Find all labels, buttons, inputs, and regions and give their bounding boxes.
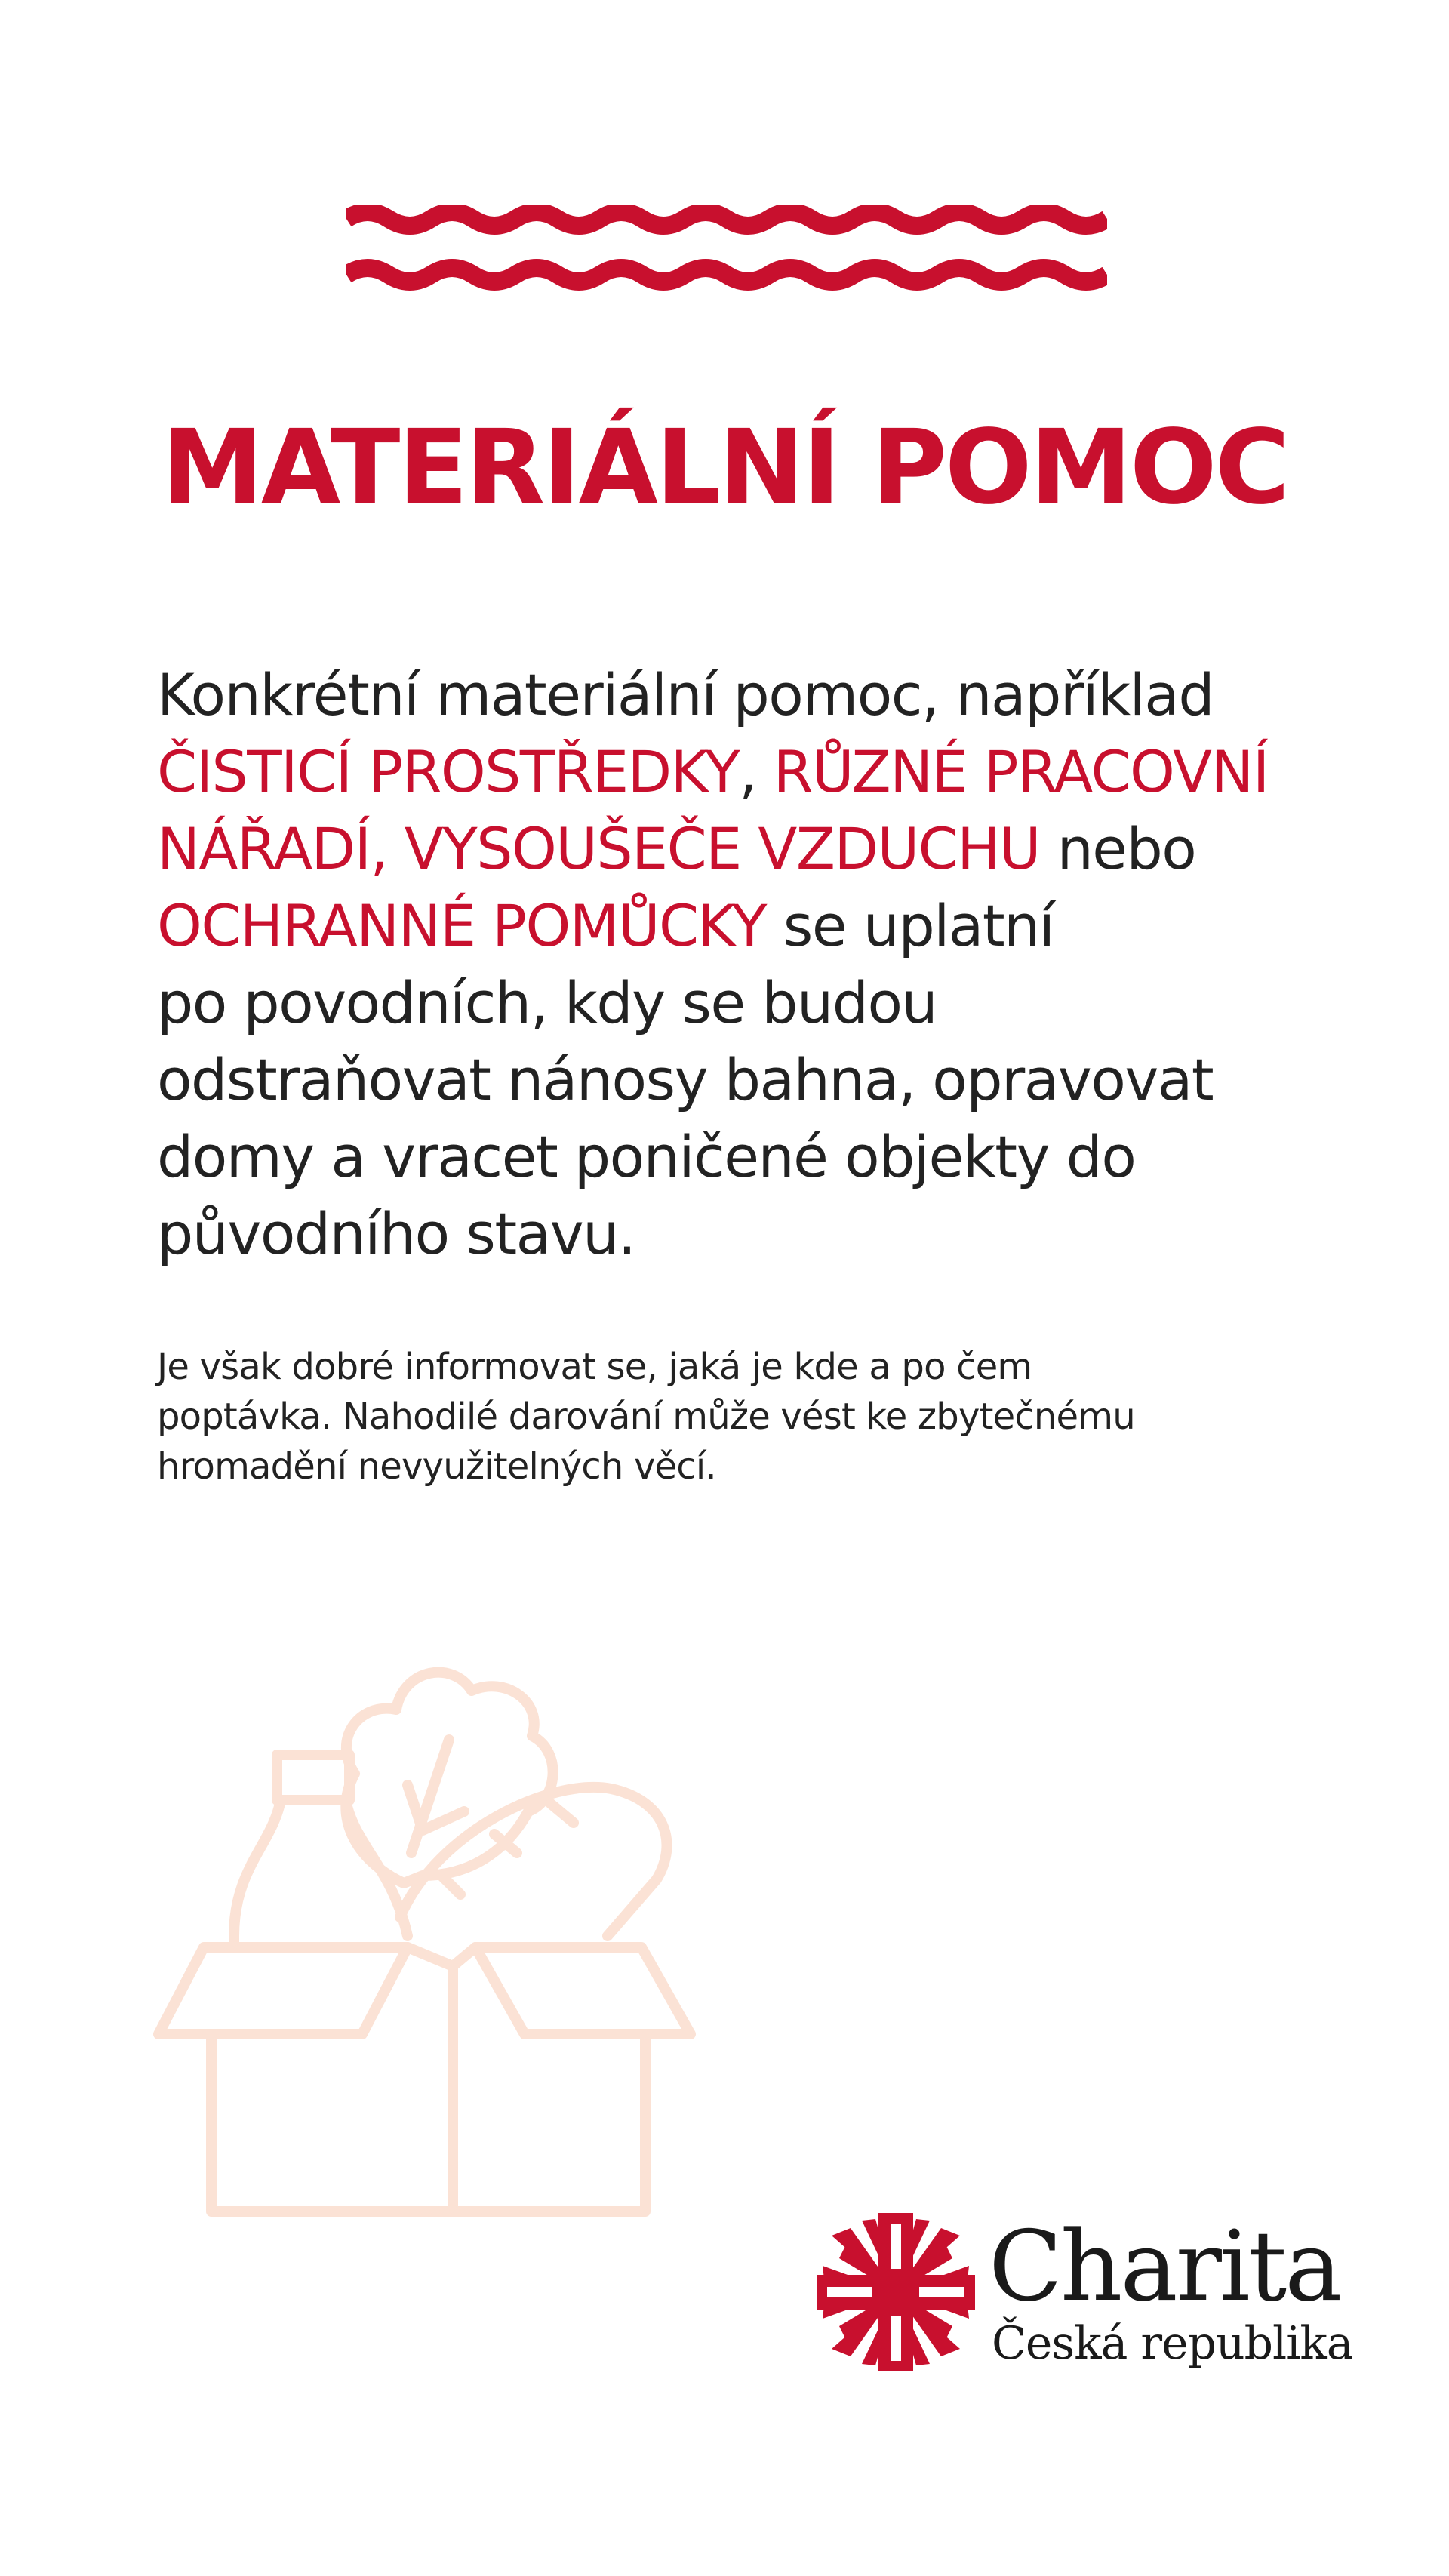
- lead-line: [157, 734, 1410, 811]
- charita-cross-icon: [817, 2213, 975, 2371]
- box-body: [211, 2034, 645, 2211]
- box-flap-left: [158, 1947, 408, 2034]
- bottle-side: [346, 1800, 408, 1936]
- logo-name: Charita: [989, 2211, 1340, 2323]
- note-line: Je však dobré informovat se, jaká je kde a po čem: [157, 1346, 1032, 1388]
- logo-subtitle: Česká republika: [992, 2317, 1353, 2370]
- bottle-icon: [234, 1800, 281, 1947]
- box-inner-left: [408, 1947, 453, 1966]
- wave-lines-icon: [346, 205, 1107, 300]
- box-inner-right: [453, 1947, 475, 1966]
- charita-logo: [817, 2213, 1390, 2387]
- bread-slash: [441, 1876, 460, 1894]
- lead-text: Konkrétní materiální pomoc, například: [157, 661, 1214, 728]
- highlight-tools-dehumidifiers: NÁŘADÍ, VYSOUŠEČE VZDUCHU: [157, 815, 1040, 882]
- note-line: poptávka. Nahodilé darování může vést ke zbytečnému: [157, 1396, 1135, 1438]
- lead-text: se uplatní: [766, 892, 1054, 959]
- lead-line: [157, 811, 1410, 888]
- lead-text: po povodních, kdy se budou: [157, 969, 937, 1036]
- box-flap-right: [475, 1947, 691, 2034]
- note-line: hromadění nevyužitelných věcí.: [157, 1445, 716, 1488]
- highlight-protective-gear: OCHRANNÉ POMŮCKY: [157, 892, 767, 959]
- lead-text: domy a vracet poničené objekty do: [157, 1123, 1136, 1190]
- wave-line-top: [346, 212, 1107, 226]
- lead-line: [157, 1119, 1410, 1196]
- lead-line: [157, 657, 1410, 734]
- lead-text: původního stavu.: [157, 1200, 635, 1267]
- lettuce-vein: [411, 1740, 449, 1853]
- bottle-cap: [277, 1755, 349, 1800]
- lead-line: [157, 1196, 1410, 1273]
- highlight-work-tools: RŮZNÉ PRACOVNÍ: [773, 738, 1269, 805]
- lead-line: [157, 965, 1410, 1042]
- lead-line: [157, 1042, 1410, 1119]
- highlight-cleaning-products: ČISTICÍ PROSTŘEDKY: [157, 738, 740, 805]
- lead-line: [157, 888, 1410, 965]
- note-paragraph: [157, 1342, 1364, 1491]
- lead-separator: ,: [739, 738, 774, 805]
- lead-text: odstraňovat nánosy bahna, opravovat: [157, 1046, 1214, 1113]
- lead-text: nebo: [1039, 815, 1196, 882]
- bread-slash: [551, 1804, 574, 1823]
- lead-paragraph: [157, 657, 1410, 1273]
- page-title: MATERIÁLNÍ POMOC: [161, 408, 1288, 528]
- donation-box-icon: [151, 1649, 717, 2223]
- wave-line-bottom: [346, 268, 1107, 282]
